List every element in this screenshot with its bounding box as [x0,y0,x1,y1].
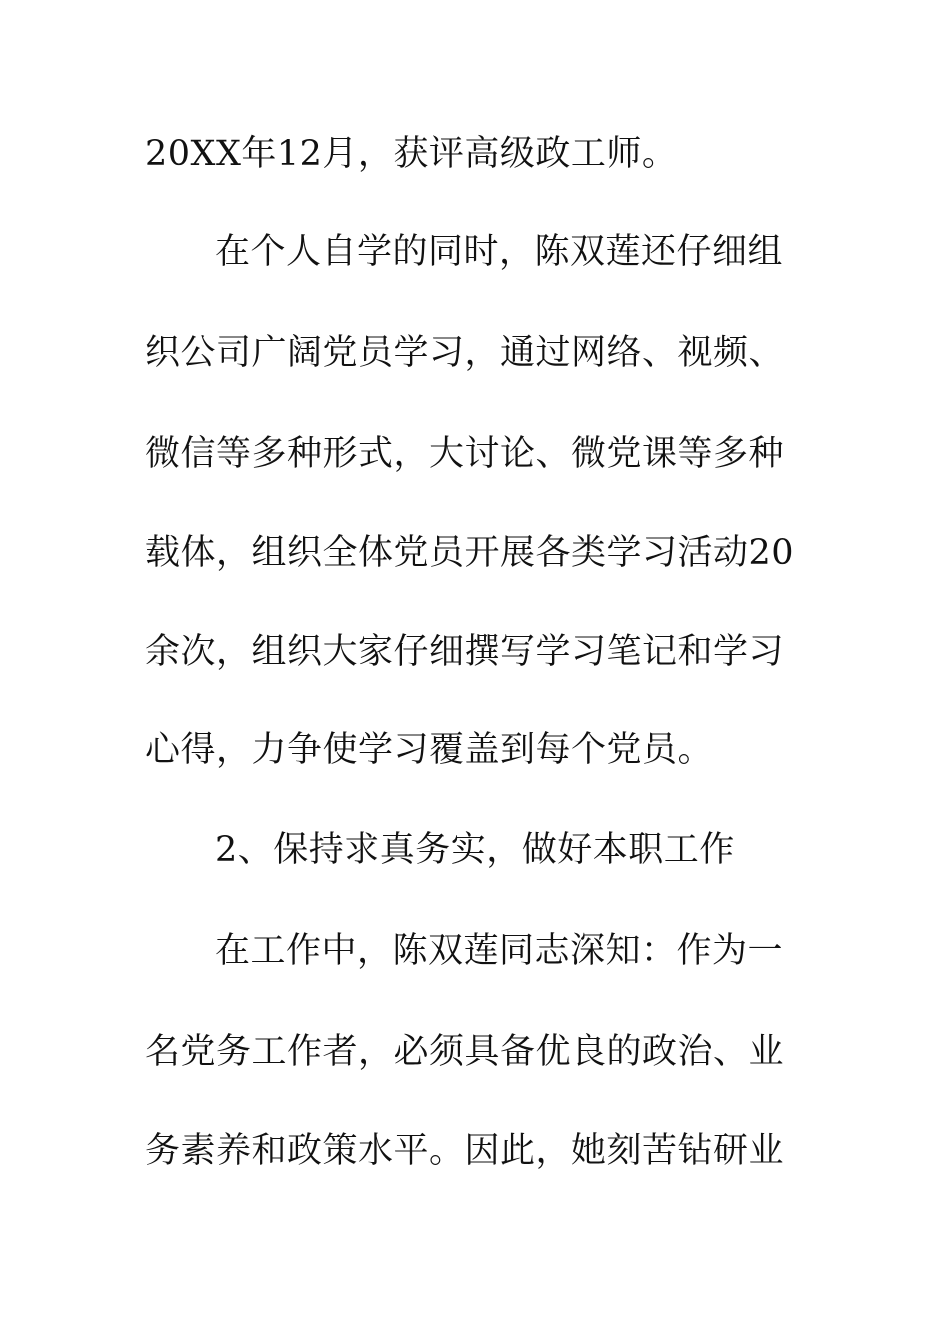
paragraph-start-line: 在工作中，陈双莲同志深知：作为一 [215,931,784,971]
text-line: 余次，组织大家仔细撰写学习笔记和学习 [145,632,785,672]
text-line: 微信等多种形式，大讨论、微党课等多种 [145,434,785,474]
text-line: 名党务工作者，必须具备优良的政治、业 [145,1032,785,1072]
text-line: 务素养和政策水平。因此，她刻苦钻研业 [145,1131,785,1171]
text-line: 载体，组织全体党员开展各类学习活动20 [145,533,795,573]
paragraph-start-line: 在个人自学的同时，陈双莲还仔细组 [215,232,784,272]
text-line: 织公司广阔党员学习，通过网络、视频、 [145,333,785,373]
text-line: 心得，力争使学习覆盖到每个党员。 [145,730,714,770]
section-heading: 2、保持求真务实，做好本职工作 [215,830,735,870]
text-line: 20XX年12月，获评高级政工师。 [145,134,678,174]
